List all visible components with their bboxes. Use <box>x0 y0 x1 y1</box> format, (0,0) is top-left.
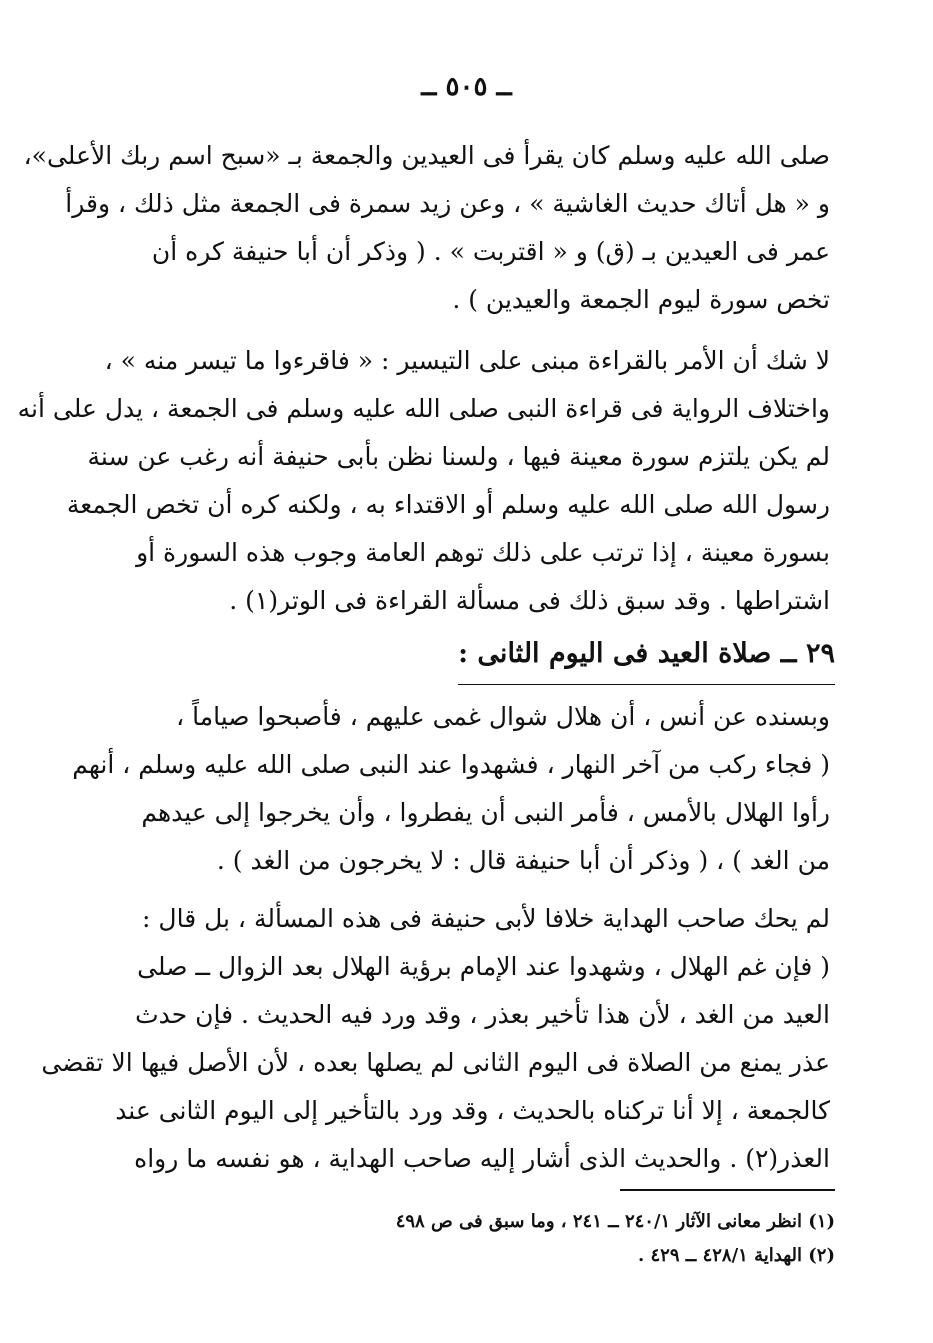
text-line: رأوا الهلال بالأمس ، فأمر النبى أن يفطروا ، وأن يخرجوا إلى عيدهم <box>141 798 830 827</box>
text-line: بسورة معينة ، إذا ترتب على ذلك توهم العامة وجوب هذه السورة أو <box>136 538 830 567</box>
text-line: اشتراطها . وقد سبق ذلك فى مسألة القراءة فى الوتر(١) . <box>229 586 830 615</box>
text-line: رسول الله صلى الله عليه وسلم أو الاقتداء به ، ولكنه كره أن تخص الجمعة <box>66 490 830 519</box>
footnote-1: (١) انظر معانى الآثار ٢٤٠/١ ــ ٢٤١ ، وما سبق فى ص ٤٩٨ <box>395 1211 835 1232</box>
text-line: العيد من الغد ، لأن هذا تأخير بعذر ، وقد ورد فيه الحديث . فإن حدث <box>135 1000 830 1029</box>
text-line: ( فإن غم الهلال ، وشهدوا عند الإمام برؤية الهلال بعد الزوال ــ صلى <box>137 952 830 981</box>
text-line: العذر(٢) . والحديث الذى أشار إليه صاحب الهداية ، هو نفسه ما رواه <box>134 1144 830 1173</box>
text-line: لم يكن يلتزم سورة معينة فيها ، ولسنا نظن بأبى حنيفة أنه رغب عن سنة <box>87 442 830 471</box>
paragraph-2 <box>17 337 830 625</box>
text-line: من الغد ) ، ( وذكر أن أبا حنيفة قال : لا يخرجون من الغد ) . <box>216 846 830 875</box>
text-line: لا شك أن الأمر بالقراءة مبنى على التيسير : « فاقرءوا ما تيسر منه » ، <box>104 346 830 375</box>
paragraph-1 <box>23 132 830 324</box>
section-heading: ٢٩ ــ صلاة العيد فى اليوم الثانى : <box>458 628 835 685</box>
footnote-2: (٢) الهداية ٤٢٨/١ ــ ٤٢٩ . <box>637 1245 835 1266</box>
text-line: و « هل أتاك حديث الغاشية » ، وعن زيد سمرة فى الجمعة مثل ذلك ، وقرأ <box>65 189 830 218</box>
footnotes <box>195 1205 835 1273</box>
text-line: صلى الله عليه وسلم كان يقرأ فى العيدين والجمعة بـ «سبح اسم ربك الأعلى»، <box>23 141 830 170</box>
text-line: كالجمعة ، إلا أنا تركناه بالحديث ، وقد ورد بالتأخير إلى اليوم الثانى عند <box>115 1096 830 1125</box>
text-line: عمر فى العيدين بـ (ق) و « اقتربت » . ( وذكر أن أبا حنيفة كره أن <box>151 237 830 266</box>
footnote-divider <box>620 1189 835 1191</box>
text-line: ( فجاء ركب من آخر النهار ، فشهدوا عند النبى صلى الله عليه وسلم ، أنهم <box>72 750 830 779</box>
paragraph-4 <box>41 895 830 1183</box>
text-line: تخص سورة ليوم الجمعة والعيدين ) . <box>452 285 830 314</box>
paragraph-3 <box>72 693 830 885</box>
text-line: عذر يمنع من الصلاة فى اليوم الثانى لم يصلها بعده ، لأن الأصل فيها الا تقضى <box>41 1048 830 1077</box>
page-number: ــ ٥٠٥ ــ <box>421 72 512 102</box>
text-line: لم يحك صاحب الهداية خلافا لأبى حنيفة فى هذه المسألة ، بل قال : <box>142 904 830 933</box>
text-line: واختلاف الرواية فى قراءة النبى صلى الله عليه وسلم فى الجمعة ، يدل على أنه <box>17 394 830 423</box>
text-line: وبسنده عن أنس ، أن هلال شوال غمى عليهم ، فأصبحوا صياماً ، <box>176 702 830 731</box>
